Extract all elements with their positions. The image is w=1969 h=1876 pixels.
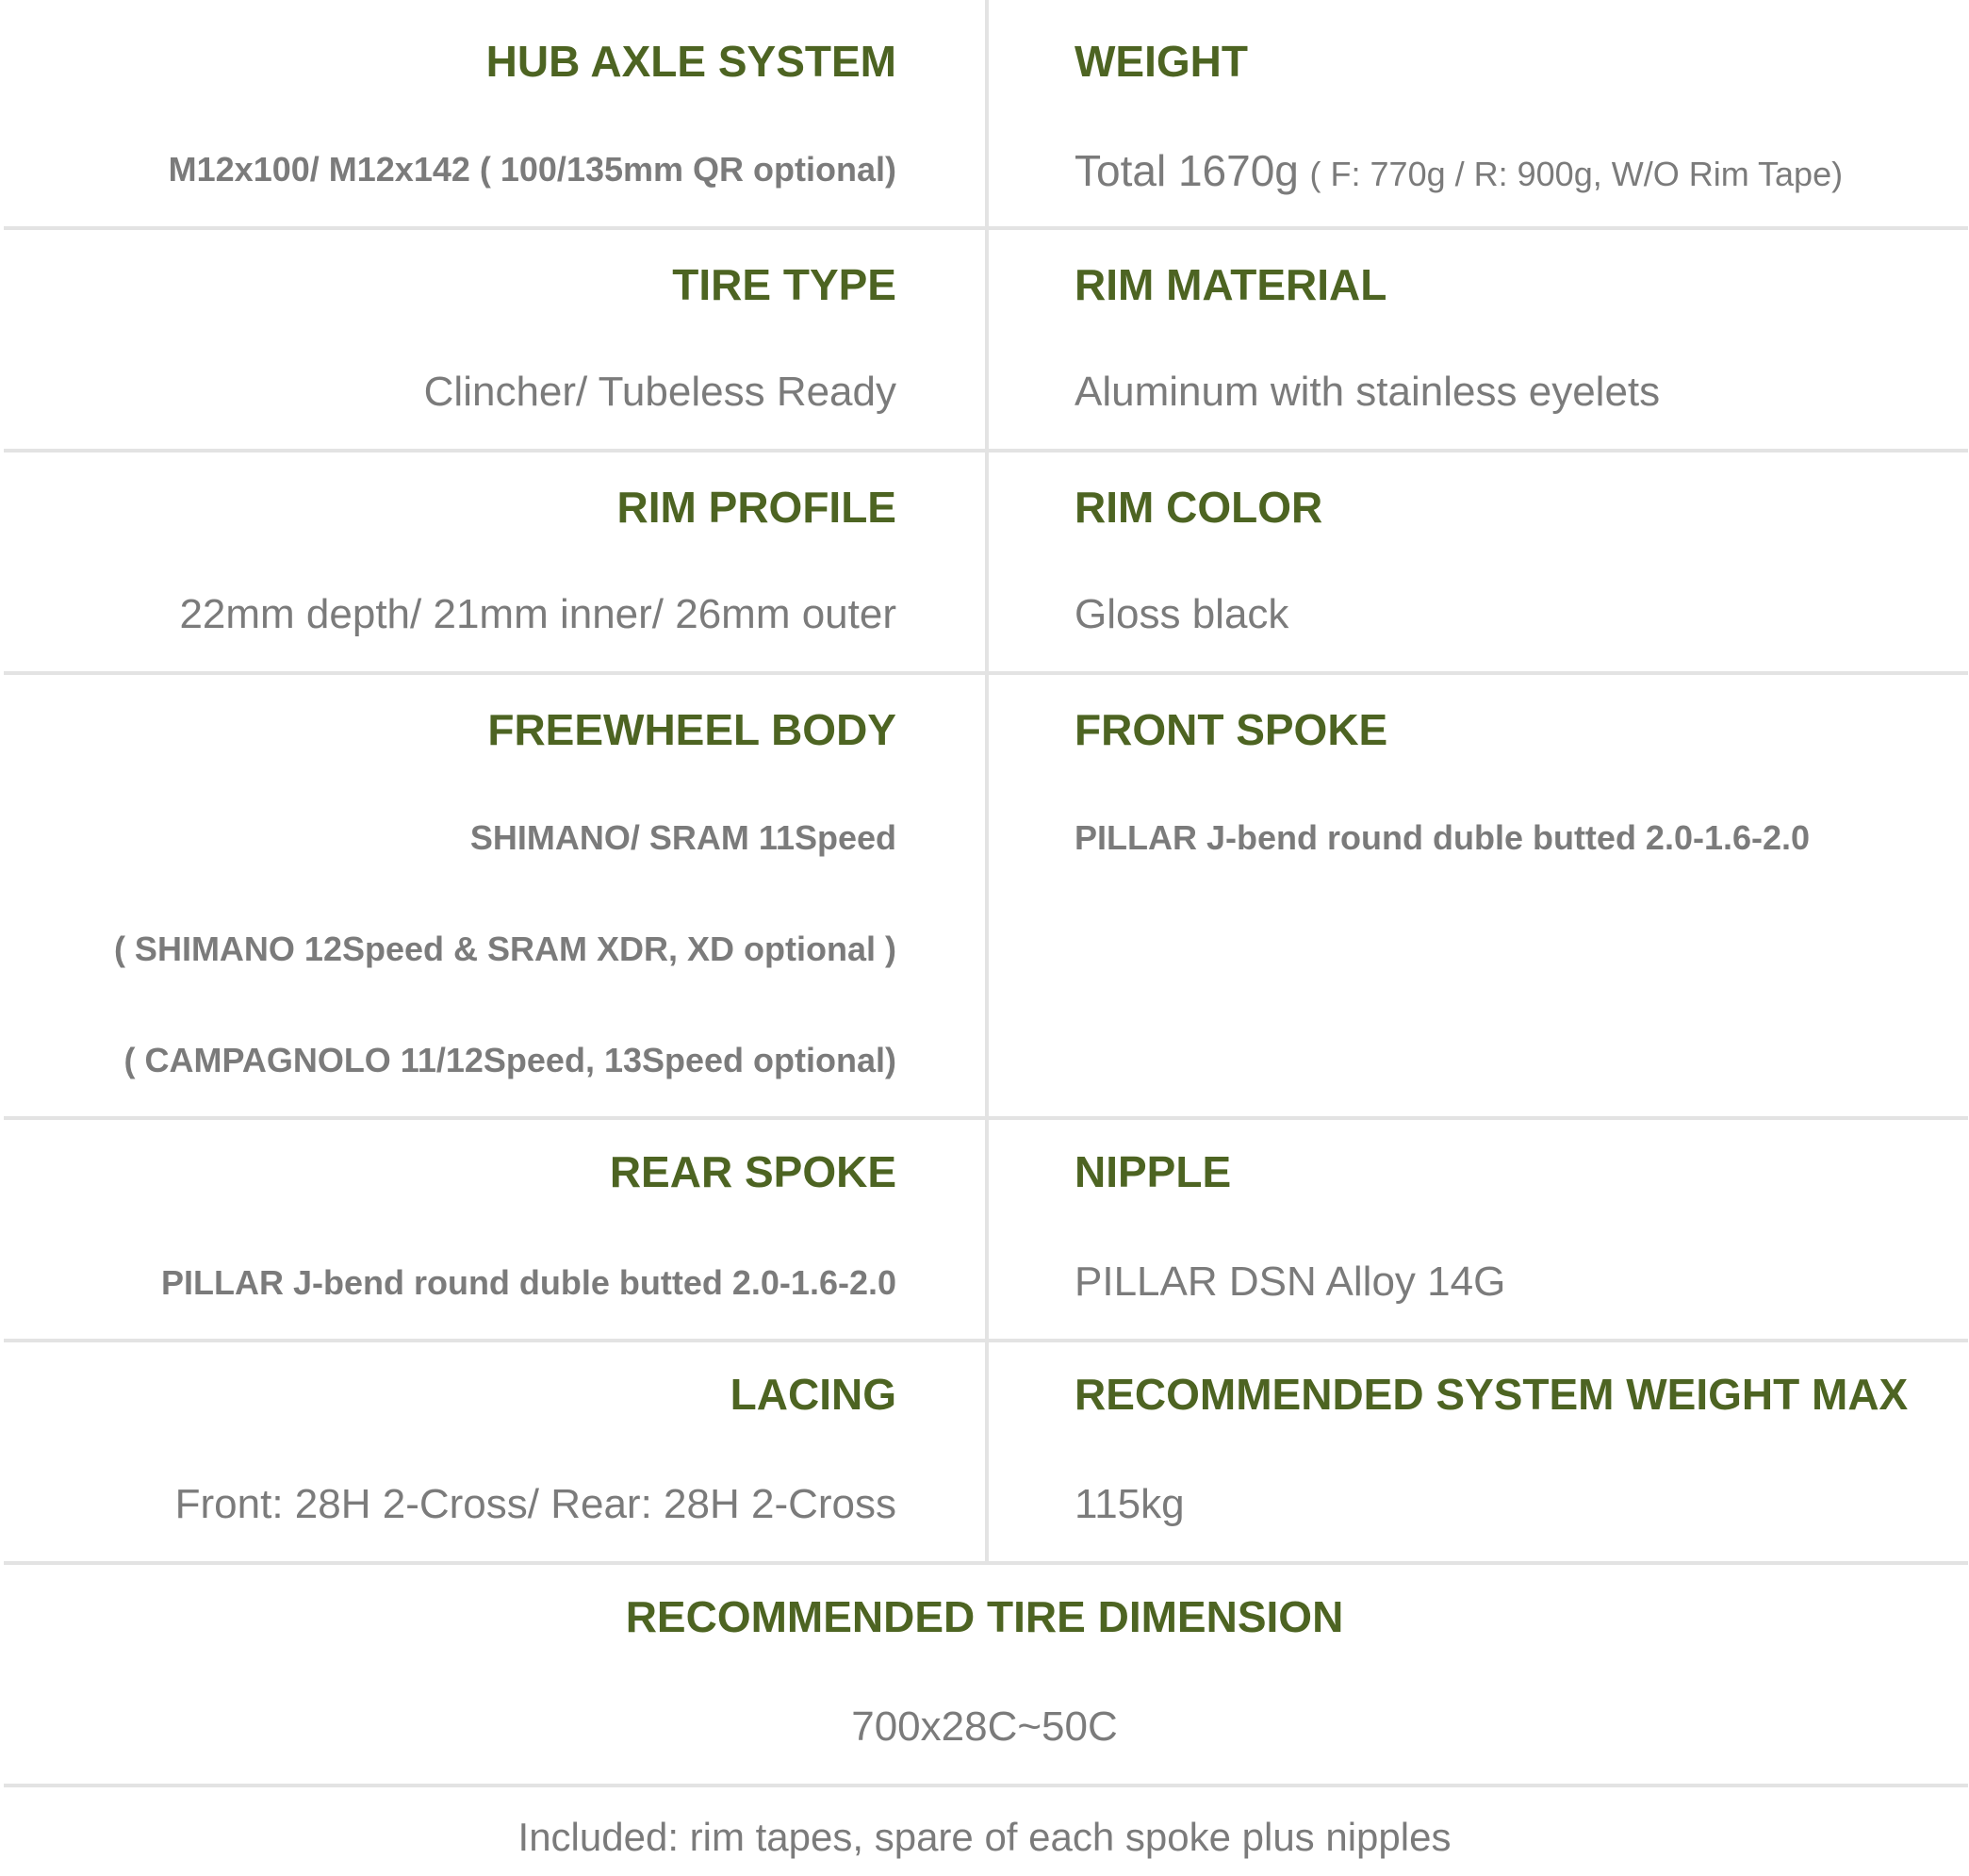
weight-detail: ( F: 770g / R: 900g, W/O Rim Tape) xyxy=(1309,155,1844,193)
spec-label: FRONT SPOKE xyxy=(1075,705,1388,754)
spec-row-hub-weight xyxy=(4,0,1968,230)
spec-row-freewheel-front-spoke xyxy=(4,675,1968,1120)
spec-label: FREEWHEEL BODY xyxy=(487,705,896,754)
spec-row-tire-rim-material xyxy=(4,230,1968,453)
spec-label: RECOMMENDED TIRE DIMENSION xyxy=(625,1592,1344,1641)
spec-value: Clincher/ Tubeless Ready xyxy=(423,369,896,415)
spec-row-lacing-weight-max xyxy=(4,1342,1968,1565)
spec-cell-weight xyxy=(1075,0,1961,226)
spec-cell-rim-color xyxy=(1075,453,1961,671)
spec-row-tire-dimension xyxy=(4,1565,1968,1787)
spec-label: RIM PROFILE xyxy=(616,483,896,532)
included-text: Included: rim tapes, spare of each spoke plus nipples xyxy=(517,1815,1452,1859)
spec-value: Gloss black xyxy=(1075,591,1289,637)
spec-value: M12x100/ M12x142 ( 100/135mm QR optional) xyxy=(168,150,896,189)
column-divider xyxy=(985,1120,989,1339)
spec-value: 115kg xyxy=(1075,1481,1185,1527)
spec-row-rim-profile-color xyxy=(4,453,1968,675)
column-divider xyxy=(985,1342,989,1561)
spec-cell-lacing xyxy=(10,1342,896,1561)
spec-value-line: ( SHIMANO 12Speed & SRAM XDR, XD optional ) xyxy=(113,930,896,968)
spec-cell-tire-dimension xyxy=(0,1592,1969,1641)
included-note xyxy=(0,1815,1969,1859)
spec-cell-rim-profile xyxy=(10,453,896,671)
spec-value-line: SHIMANO/ SRAM 11Speed xyxy=(469,818,896,857)
spec-label: NIPPLE xyxy=(1075,1147,1232,1196)
column-divider xyxy=(985,0,989,226)
spec-value-line: ( CAMPAGNOLO 11/12Speed, 13Speed optional) xyxy=(123,1041,896,1079)
column-divider xyxy=(985,453,989,671)
spec-cell-front-spoke xyxy=(1075,675,1961,1116)
weight-total: Total 1670g xyxy=(1075,146,1299,195)
spec-label: RIM MATERIAL xyxy=(1075,260,1387,309)
spec-label: RIM COLOR xyxy=(1075,483,1323,532)
spec-cell-tire-dimension-value xyxy=(0,1703,1969,1750)
spec-label: RECOMMENDED SYSTEM WEIGHT MAX xyxy=(1075,1370,1909,1419)
spec-value: 700x28C~50C xyxy=(851,1703,1118,1750)
column-divider xyxy=(985,675,989,1116)
spec-value: PILLAR J-bend round duble butted 2.0-1.6-2.0 xyxy=(1075,818,1811,857)
spec-cell-nipple xyxy=(1075,1120,1961,1339)
spec-label: HUB AXLE SYSTEM xyxy=(485,37,896,86)
spec-cell-freewheel-body xyxy=(10,675,896,1116)
spec-cell-rim-material xyxy=(1075,230,1961,449)
spec-label: LACING xyxy=(730,1370,896,1419)
spec-value: Aluminum with stainless eyelets xyxy=(1075,369,1661,415)
spec-row-rear-spoke-nipple xyxy=(4,1120,1968,1342)
spec-value: PILLAR J-bend round duble butted 2.0-1.6-2.0 xyxy=(160,1263,896,1302)
spec-cell-system-weight-max xyxy=(1075,1342,1961,1561)
spec-cell-rear-spoke xyxy=(10,1120,896,1339)
spec-value xyxy=(1075,146,1844,195)
spec-value: Front: 28H 2-Cross/ Rear: 28H 2-Cross xyxy=(174,1481,896,1527)
spec-cell-hub-axle-system xyxy=(10,0,896,226)
spec-cell-tire-type xyxy=(10,230,896,449)
column-divider xyxy=(985,230,989,449)
spec-label: WEIGHT xyxy=(1075,37,1248,86)
spec-label: REAR SPOKE xyxy=(609,1147,896,1196)
spec-value: 22mm depth/ 21mm inner/ 26mm outer xyxy=(179,591,896,637)
spec-value: PILLAR DSN Alloy 14G xyxy=(1075,1259,1506,1305)
spec-label: TIRE TYPE xyxy=(672,260,896,309)
